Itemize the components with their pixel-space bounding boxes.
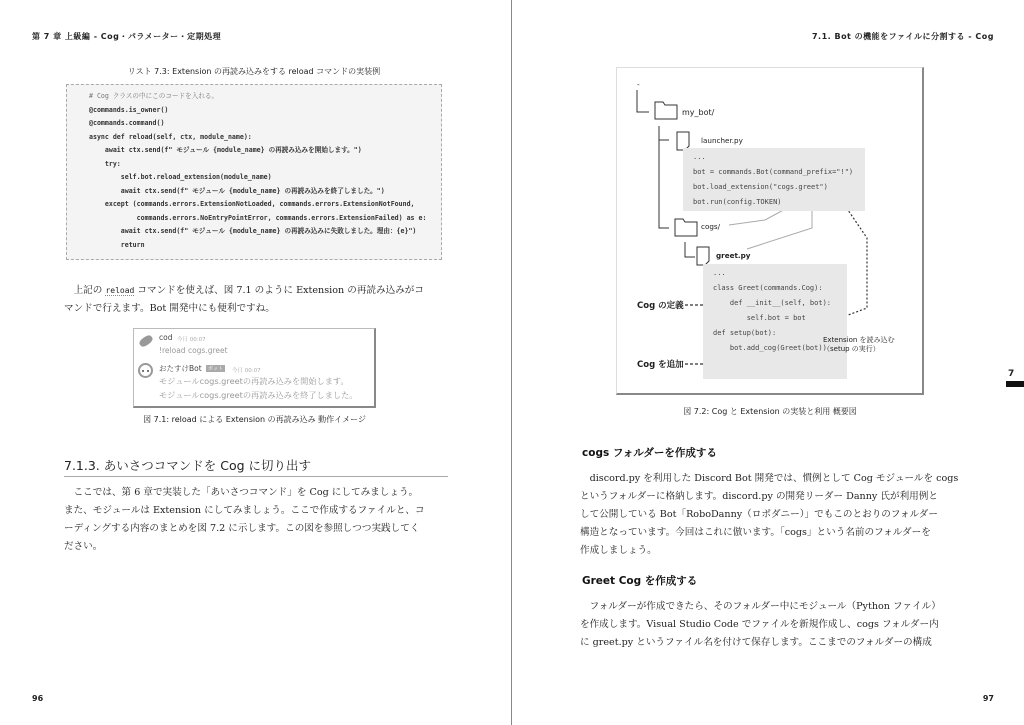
avatar-cod [138,334,154,349]
code-line: async def reload(self, ctx, module_name): [89,132,252,141]
annotation-cog-add: Cog を追加 [637,360,684,370]
code-line: ... [713,269,726,277]
launcher-code-block [683,148,865,211]
annotation-cog-definition: Cog の定義 [637,301,684,311]
bot-badge: ボット [208,366,224,372]
bot-face-icon [142,370,149,374]
running-head: 第 7 章 上級編 - Cog・パラメーター・定期処理 [32,32,222,41]
subsection-paragraph [580,470,966,560]
figure-caption: 図 7.2: Cog と Extension の実装と利用 概要図 [683,407,857,416]
avatar-bot [138,363,153,378]
text-line: ここでは、第 6 章で実装した「あいさつコマンド」を Cog にしてみましょう。 [64,487,419,498]
folder-label-my-bot: my_bot/ [682,108,715,117]
figure-caption: 図 7.1: reload による Extension の再読み込み 動作イメージ [143,415,366,424]
page-number: 97 [982,694,994,703]
code-line: ... [693,153,706,161]
code-line: self.bot = bot [713,314,806,322]
code-line: class Greet(commands.Cog): [713,284,823,292]
file-label-launcher: launcher.py [701,136,743,145]
chat-message: !reload cogs.greet [159,346,228,355]
running-head: 7.1. Bot の機能をファイルに分割する - Cog [811,32,994,41]
inline-code-reload: reload [105,286,135,295]
subsection-heading: Greet Cog を作成する [582,575,698,587]
text-line: 作成しましょう。 [580,545,657,556]
text-line: 上記の reload コマンドを使えば、図 7.1 のように Extension の再読み込みがコ [73,285,424,296]
section-paragraph [64,484,448,556]
code-listing [66,84,442,260]
file-label-greet: greet.py [716,251,751,260]
code-line: self.bot.reload_extension(module_name) [89,173,272,181]
greet-code-block [703,264,847,379]
code-line: @commands.is_owner() [89,105,169,114]
code-line: await ctx.send(f" モジュール {module_name} の再読み込みに失敗しました。理由：{e}") [89,227,417,235]
chat-timestamp: 今日 00:07 [177,337,206,343]
text-line: して公開している Bot「RoboDanny（ロボダニー）」でもこのとおりのフォルダー [580,509,938,520]
chat-message: モジュールcogs.greetの再読み込みを開始します。 [159,376,349,386]
folder-label-cogs: cogs/ [701,222,721,231]
code-line: bot = commands.Bot(command_prefix="!") [693,168,854,176]
text-line: マンドで行えます。Bot 開発中にも便利ですね。 [64,303,275,314]
text-line: また、モジュールは Extension にしてみましょう。ここで作成するファイルと、コ [64,505,425,516]
text-line: フォルダーが作成できたら、そのフォルダー中にモジュール（Python ファイル） [580,601,941,612]
section-heading: 7.1.3. あいさつコマンドを Cog に切り出す [64,456,448,477]
code-line: except (commands.errors.ExtensionNotLoaded, commands.errors.ExtensionNotFound, [89,200,415,208]
root-dash: - [637,80,640,89]
code-line: @commands.command() [89,119,165,127]
text-line: ーディングする内容のまとめを図 7.2 に示します。この図を参照しつつ実践してく [64,523,420,534]
chat-botname: おたすけBot [159,364,202,373]
code-line: def __init__(self, bot): [713,299,832,307]
code-line: bot.run(config.TOKEN) [693,198,782,206]
code-line: await ctx.send(f" モジュール {module_name} の再読み込みを終了しました。") [89,186,385,195]
listing-caption: リスト 7.3: Extension の再読み込みをする reload コマンドの実装例 [127,67,381,76]
chapter-thumb-tab: 7 [1008,369,1015,379]
text-line: を作成します。Visual Studio Code でファイルを新規作成し、cogs フォルダー内 [580,619,939,630]
code-line: # Cog クラスの中にこのコードを入れる。 [89,92,219,100]
chat-screenshot [133,328,376,408]
paragraph-reload [64,282,448,318]
code-line: def setup(bot): [713,329,777,337]
code-line: await ctx.send(f" モジュール {module_name} の再読み込みを開始します。") [89,146,362,154]
page-number: 96 [32,694,44,703]
cog-extension-diagram [616,67,924,395]
annotation-extension-load: Extension を読み込む （setup の実行） [823,336,895,353]
subsection-heading: cogs フォルダーを作成する [582,447,717,459]
code-line: commands.errors.NoEntryPointError, commands.errors.ExtensionFailed) as e: [89,213,427,222]
code-line: try: [89,159,121,168]
chapter-thumb-bar [1006,381,1024,387]
text-line: というフォルダーに格納します。discord.py の開発リーダー Danny 氏が利用例と [580,491,938,502]
subsection-paragraph [580,598,966,652]
text-line: 構造となっています。今回はこれに倣います。「cogs」という名前のフォルダーを [580,527,931,538]
text-line: に greet.py というファイル名を付けて保存します。ここまでのフォルダーの構成 [580,637,932,648]
text-line: ださい。 [64,541,103,552]
chat-message: モジュールcogs.greetの再読み込みを終了しました。 [159,390,358,400]
chat-username: cod [159,333,173,342]
code-line: bot.load_extension("cogs.greet") [693,183,828,191]
chat-timestamp: 今日 00:07 [232,368,261,374]
code-line: return [89,240,145,249]
code-line: bot.add_cog(Greet(bot)) [713,344,827,352]
text-line: discord.py を利用した Discord Bot 開発では、慣例として Cog モジュールを cogs [580,473,959,484]
